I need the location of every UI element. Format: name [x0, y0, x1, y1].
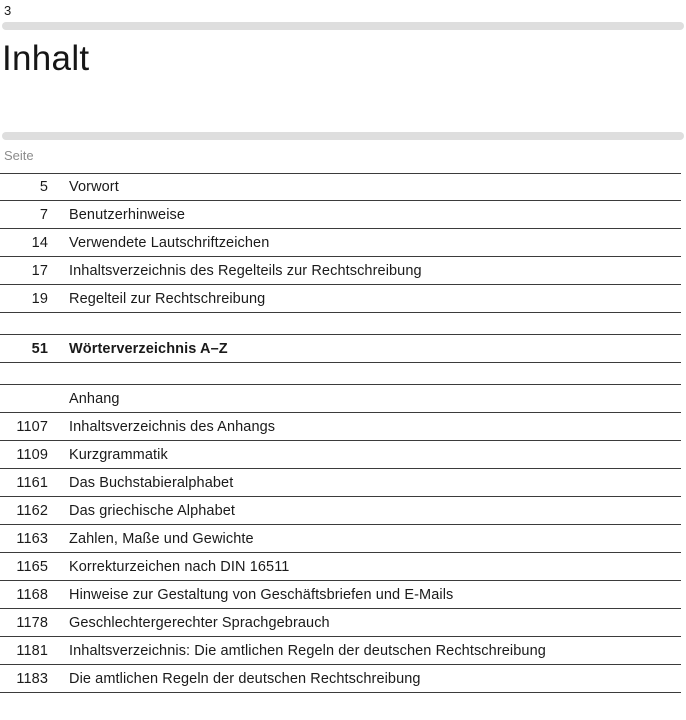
toc-page-number: 5: [39, 179, 48, 195]
page-column-caption: Seite: [4, 148, 34, 163]
toc-row[interactable]: [0, 335, 681, 363]
toc-row[interactable]: [0, 609, 681, 637]
toc-row[interactable]: [0, 285, 681, 313]
toc-row[interactable]: [0, 553, 681, 581]
table-of-contents: [0, 173, 681, 693]
toc-entry-label: Geschlechtergerechter Sprachgebrauch: [69, 614, 330, 631]
top-rule-bar: [2, 22, 684, 30]
toc-row[interactable]: [0, 385, 681, 413]
toc-entry-label: Die amtlichen Regeln der deutschen Rechtschreibung: [69, 670, 421, 687]
toc-row[interactable]: [0, 469, 681, 497]
toc-group-spacer: [0, 313, 681, 335]
toc-page-number: 1165: [16, 558, 48, 575]
toc-page-number: 7: [39, 206, 48, 223]
toc-page-number: 1163: [16, 530, 48, 547]
toc-page-number: 1161: [16, 474, 48, 491]
toc-entry-label: Inhaltsverzeichnis: Die amtlichen Regeln der deutschen Rechtschreibung: [69, 642, 546, 659]
page-title: Inhalt: [2, 39, 90, 78]
toc-page-number: 17: [31, 262, 48, 279]
toc-row[interactable]: [0, 637, 681, 665]
toc-row[interactable]: [0, 257, 681, 285]
toc-entry-label: Korrekturzeichen nach DIN 16511: [69, 558, 290, 575]
toc-entry-label: Inhaltsverzeichnis des Anhangs: [69, 418, 276, 435]
toc-entry-label: Das griechische Alphabet: [69, 502, 236, 519]
toc-entry-label: Inhaltsverzeichnis des Regelteils zur Rechtschreibung: [69, 262, 422, 279]
middle-rule-bar: [2, 132, 684, 140]
toc-row[interactable]: [0, 413, 681, 441]
toc-row[interactable]: [0, 581, 681, 609]
toc-row[interactable]: [0, 173, 681, 201]
toc-page-number: 1178: [16, 614, 48, 631]
toc-entry-label: Kurzgrammatik: [69, 446, 168, 463]
toc-entry-label: Anhang: [69, 390, 120, 407]
toc-row[interactable]: [0, 665, 681, 693]
toc-entry-label: Hinweise zur Gestaltung von Geschäftsbriefen und E-Mails: [69, 586, 454, 603]
toc-entry-label: Zahlen, Maße und Gewichte: [69, 530, 254, 547]
toc-row[interactable]: [0, 201, 681, 229]
toc-page-number: 1109: [16, 446, 48, 463]
toc-page-number: 1181: [16, 642, 48, 659]
toc-entry-label: Benutzerhinweise: [69, 206, 186, 223]
toc-row[interactable]: [0, 441, 681, 469]
toc-entry-label: Vorwort: [69, 179, 119, 195]
toc-row[interactable]: [0, 525, 681, 553]
toc-page-number: 1183: [16, 670, 48, 687]
toc-page-number: 1168: [16, 586, 48, 603]
toc-entry-label: Regelteil zur Rechtschreibung: [69, 290, 266, 307]
toc-page-number: 19: [31, 290, 48, 307]
toc-page-number: 14: [31, 234, 48, 251]
toc-row[interactable]: [0, 229, 681, 257]
toc-group-spacer: [0, 363, 681, 385]
toc-page-number: 51: [31, 340, 48, 357]
toc-page-number: 1107: [16, 418, 48, 435]
toc-entry-label: Wörterverzeichnis A–Z: [69, 340, 228, 357]
toc-page-number: 1162: [16, 502, 48, 519]
toc-entry-label: Verwendete Lautschriftzeichen: [69, 234, 270, 251]
toc-entry-label: Das Buchstabieralphabet: [69, 474, 234, 491]
page-number: 3: [4, 3, 12, 18]
toc-row[interactable]: [0, 497, 681, 525]
